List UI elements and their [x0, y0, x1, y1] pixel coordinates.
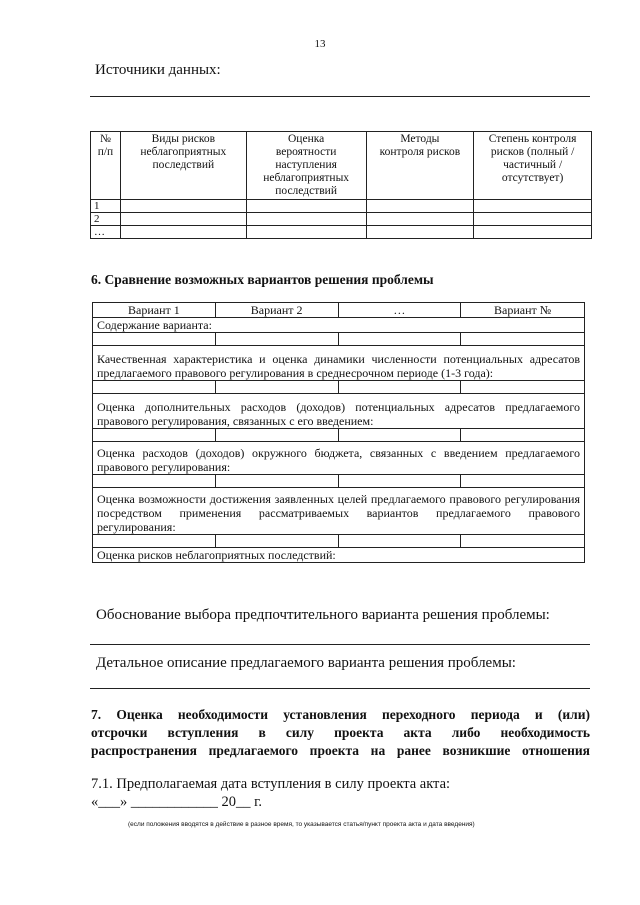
- entry-into-force-label: 7.1. Предполагаемая дата вступления в силу проекта акта:: [91, 776, 451, 792]
- row-number: 1: [91, 200, 121, 213]
- comparison-table: [92, 302, 585, 563]
- criterion-addressee-costs: Оценка дополнительных расходов (доходов) потенциальных адресатов предлагаемого правового регулирования, связанных с его введением:: [93, 394, 585, 429]
- criterion-dynamics: Качественная характеристика и оценка динамики численности потенциальных адресатов предлагаемого правового регулирования в среднесрочном периоде (1-3 года):: [93, 346, 585, 381]
- variant-ellipsis-header: …: [338, 303, 461, 318]
- table-row: [93, 381, 585, 394]
- risk-table-header: [91, 132, 592, 200]
- header-cell: Степень контроля рисков (полный / частичный / отсутствует): [474, 132, 592, 200]
- criterion-content: Содержание варианта:: [93, 318, 585, 333]
- table-row: [93, 475, 585, 488]
- section-7-title: 7. Оценка необходимости установления переходного периода и (или) отсрочки вступления в силу проекта акта либо необходимость распространения предлагаемого проекта на ранее возникшие отношения: [91, 707, 590, 758]
- criterion-goal-achievement: Оценка возможности достижения заявленных целей предлагаемого правового регулирования посредством применения рассматриваемых вариантов предлагаемого правового регулирования:: [93, 488, 585, 535]
- date-note: (если положения вводятся в действие в разное время, то указывается статья/пункт проекта акта и дата введения): [128, 821, 475, 828]
- justification-blank-line: [90, 644, 590, 645]
- section-6-title: 6. Сравнение возможных вариантов решения проблемы: [91, 272, 434, 287]
- header-cell: Оценка вероятности наступления неблагоприятных последствий: [246, 132, 366, 200]
- table-row: [91, 200, 592, 213]
- criterion-budget-costs: Оценка расходов (доходов) окружного бюджета, связанных с введением предлагаемого правового регулирования:: [93, 442, 585, 475]
- variant-1-header: Вариант 1: [93, 303, 216, 318]
- header-cell: Методы контроля рисков: [366, 132, 474, 200]
- page-number: 13: [314, 38, 326, 50]
- header-cell: № п/п: [91, 132, 121, 200]
- description-label: Детальное описание предлагаемого варианта решения проблемы:: [96, 655, 516, 671]
- table-row: [91, 226, 592, 239]
- risk-table: [90, 131, 592, 239]
- variant-2-header: Вариант 2: [215, 303, 338, 318]
- sources-blank-line: [90, 96, 590, 97]
- variants-header: [93, 303, 585, 318]
- table-row: [93, 429, 585, 442]
- description-blank-line: [90, 688, 590, 689]
- criterion-risks: Оценка рисков неблагоприятных последствий:: [93, 548, 585, 563]
- row-number: …: [91, 226, 121, 239]
- table-row: [91, 213, 592, 226]
- variant-n-header: Вариант №: [461, 303, 585, 318]
- justification-label: Обоснование выбора предпочтительного варианта решения проблемы:: [96, 607, 550, 623]
- table-row: [93, 535, 585, 548]
- row-number: 2: [91, 213, 121, 226]
- header-cell: Виды рисков неблагоприятных последствий: [120, 132, 246, 200]
- sources-heading: Источники данных:: [95, 62, 221, 78]
- table-row: [93, 333, 585, 346]
- date-field: «___» ____________ 20__ г.: [91, 794, 263, 810]
